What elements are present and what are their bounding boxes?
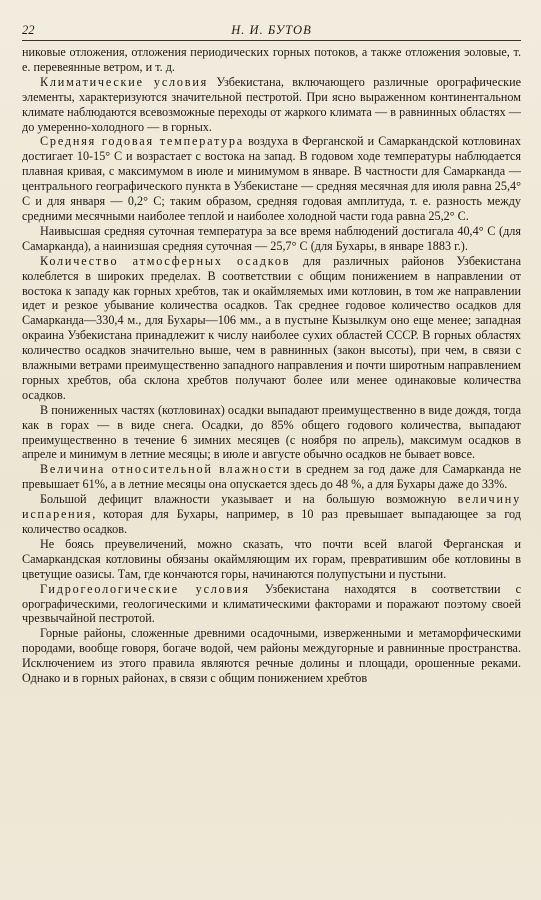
paragraph-5: [22, 254, 521, 403]
paragraph-lead: Количество атмосферных осадков: [40, 253, 291, 268]
paragraph-text: воздуха в Ферганской и Самаркандской котловинах достигает 10-15° С и возрастает с востока на запад. В годовом ходе температуры наблюдается плавная кривая, с максимумом в июле и минимумом в январе. В частности для Самарканда — центрального географического пункта в Узбекистане — средняя месячная для июля равна 25,4° С и для января — 0,2° С; таким образом, средняя годовая амплитуда, т. е. разность между средними месячными наиболее теплой и наиболее холодной части года равна 25,2° С.: [22, 134, 521, 223]
paragraph-8: [22, 492, 521, 537]
page-header: [22, 20, 521, 41]
paragraph-lead: Гидрогеологические условия: [40, 581, 250, 596]
paragraph-9: [22, 537, 521, 582]
page-body: [22, 45, 521, 686]
paragraph-2: [22, 75, 521, 135]
paragraph-text: никовые отложения, отложения периодических горных потоков, а также отложения эоловые, т. е. перевеянные ветром, и т. д.: [22, 45, 521, 74]
paragraph-lead: Величина относительной влажности: [40, 462, 292, 477]
paragraph-text: В пониженных частях (котловинах) осадки выпадают преимущественно в виде дождя, тогда как в горах — в виде снега. Осадки, до 85% общего годового количества, выпадают преимущественно в течение 6 зимних месяцев (с ноября по апрель), максимум осадков в апреле и минимум в летние месяцы; в июле и августе обычно осадков не бывает вовсе.: [22, 402, 521, 462]
paragraph-10: [22, 582, 521, 627]
paragraph-4: [22, 224, 521, 254]
running-head: Н. И. БУТОВ: [231, 23, 312, 37]
page-number: 22: [22, 23, 35, 37]
paragraph-text: Большой дефицит влажности указывает и на большую возможную: [40, 492, 458, 507]
paragraph-7: [22, 462, 521, 492]
paragraph-3: [22, 134, 521, 223]
paragraph-lead: Средняя годовая температура: [40, 134, 244, 149]
paragraph-text: в среднем за год даже для Самарканда не превышает 61%, а в летние месяцы она опускается здесь до 48 %, а для Бухары даже до 33%.: [22, 462, 521, 492]
paragraph-lead: Климатические условия: [40, 74, 209, 89]
paragraph-6: [22, 403, 521, 463]
paragraph-text: для различных районов Узбекистана колеблется в широких пределах. В соответствии с общим понижением в направлении от востока к западу как горных хребтов, так и окаймляемых ими котловин, в том же направлении идет и резкое убывание количества осадков. Так среднее годовое количество осадков для Самарканда—330,4 м., для Бухары—106 мм., а в пустыне Кызылкум оно еще менее; западная окраина Узбекистана принадлежит к числу наиболее сухих областей СССР. В горных областях количество осадков значительно выше, чем в равнинных (закон высоты), при чем, в связи с влажными ветрами преимущественно западного направления и почти широтным направлением горных хребтов, оба склона хребтов получают более или менее одинаковые количества осадков.: [22, 253, 521, 402]
paragraph-text: Горные районы, сложенные древними осадочными, изверженными и метаморфическими породами, вообще говоря, богаче водой, чем районы междугорные и равнинные пространства. Исключением из этого правила являются речные долины и площади, орошенные реками. Однако и в горных районах, в связи с общим понижением хребтов: [22, 626, 521, 686]
paragraph-11: [22, 626, 521, 686]
paragraph-tail: , которая для Бухары, например, в 10 раз превышает выпадающее за год количество осадков.: [22, 507, 521, 536]
paragraph-spaced-term: величину испарения: [22, 492, 521, 522]
paragraph-1: [22, 45, 521, 75]
paragraph-text: Узбекистана находятся в соответствии с орографическими, геологическими и климатическими факторами и поражают поэтому своей чрезвычайной пестротой.: [22, 581, 521, 626]
paragraph-text: Не боясь преувеличений, можно сказать, что почти всей влагой Ферганская и Самаркандская котловины обязаны окаймляющим их горам, превратившим обе котловины в цветущие оазисы. Там, где кончаются горы, начинаются полупустыни и пустыни.: [22, 536, 521, 581]
paragraph-text: Узбекистана, включающего различные орографические элементы, характеризуются значительной пестротой. При ясно выраженном континентальном климате наблюдаются всевозможные переходы от жаркого климата — в равнинных областях — до умеренно-холодного — в горных.: [22, 74, 521, 134]
paragraph-text: Наивысшая средняя суточная температура за все время наблюдений достигала 40,4° С (для Самарканда), а наинизшая средняя суточная — 25,7° С (для Бухары, в январе 1883 г.).: [22, 223, 521, 253]
